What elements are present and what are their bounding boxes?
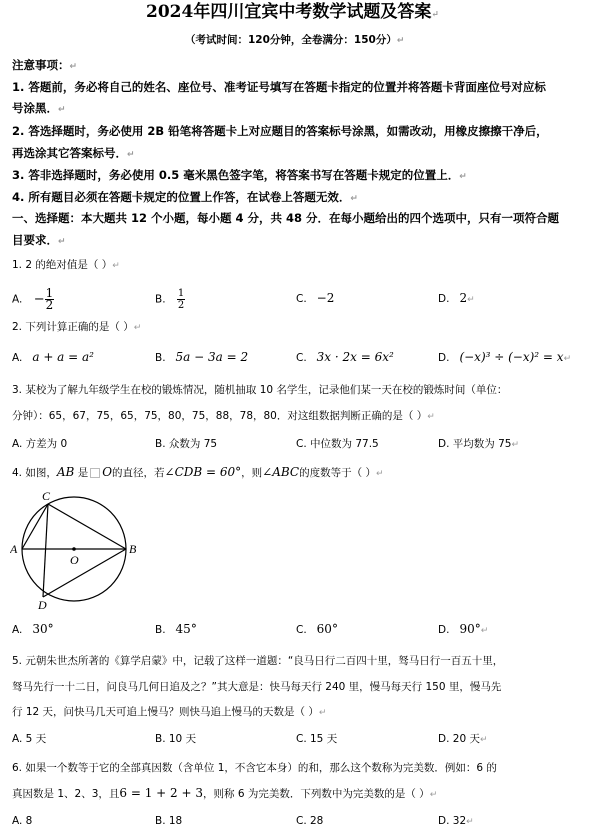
- question-5-option-d: D. 20 天↵: [438, 733, 488, 745]
- notice-header: 注意事项：↵: [12, 58, 78, 72]
- question-4-option-a: A. 30°: [12, 622, 54, 636]
- question-5-option-a: A. 5 天: [12, 733, 47, 745]
- segment-ac: [22, 504, 48, 549]
- question-1-option-c: C. −2: [296, 291, 335, 305]
- question-4-option-d: D. 90°↵: [438, 622, 489, 636]
- question-6-option-c: C. 28: [296, 815, 324, 827]
- question-2-option-d: D. (−x)³ ÷ (−x)² = x↵: [438, 350, 572, 364]
- question-2-option-b: B. 5a − 3a = 2: [155, 350, 249, 364]
- center-point-o: [72, 547, 76, 551]
- segment-db: [43, 549, 126, 597]
- notice-line: 号涂黑．↵: [12, 101, 66, 115]
- notice-line: 再选涂其它答案标号．↵: [12, 146, 135, 160]
- question-6-option-a: A. 8: [12, 815, 33, 827]
- question-5-option-c: C. 15 天: [296, 733, 338, 745]
- notice-line: 1. 答题前，务必将自己的姓名、座位号、准考证号填写在答题卡指定的位置并将答题卡背面座位号对应标: [12, 80, 546, 94]
- question-6-option-d: D. 32↵: [438, 815, 474, 827]
- question-2-option-c: C. 3x · 2x = 6x²: [296, 350, 394, 364]
- question-4-option-b: B. 45°: [155, 622, 197, 636]
- question-2-option-a: A. a + a = a²: [12, 350, 94, 364]
- question-3-option-a: A. 方差为 0: [12, 438, 68, 450]
- question-3-stem: 分钟）：65，67，75，65，75，80，75，88，78，80．对这组数据判断正确的是（ ）↵: [12, 410, 435, 422]
- page-title: 2024年四川宜宾中考数学试题及答案↵: [146, 2, 439, 22]
- question-6-stem: 真因数是 1、2、3，且6 = 1 + 2 + 3，则称 6 为完美数．下列数中为完美数的是（ ）↵: [12, 786, 438, 800]
- question-5-stem: 驽马先行一十二日，问良马几何日追及之？”其大意是：快马每天行 240 里，慢马每天行 150 里，慢马先: [12, 681, 502, 693]
- label-b: B: [129, 542, 137, 556]
- question-4-stem: 4. 如图，AB 是 O的直径，若∠CDB = 60°，则∠ABC的度数等于（ ）↵: [12, 465, 384, 479]
- question-3-option-c: C. 中位数为 77.5: [296, 438, 379, 450]
- label-d: D: [38, 598, 47, 610]
- question-5-stem: 5. 元朝朱世杰所著的《算学启蒙》中，记载了这样一道题：“良马日行二百四十里，驽马日行一百五十里，: [12, 655, 504, 667]
- notice-line: 3. 答非选择题时，务必使用 0.5 毫米黑色签字笔，将答案书写在答题卡规定的位置上．↵: [12, 168, 467, 182]
- question-1-stem: 1. 2 的绝对值是（ ）↵: [12, 259, 120, 271]
- question-3-option-b: B. 众数为 75: [155, 438, 218, 450]
- label-o: O: [70, 553, 79, 567]
- notice-line: 4. 所有题目必须在答题卡规定的位置上作答，在试卷上答题无效．↵: [12, 190, 358, 204]
- question-5-option-b: B. 10 天: [155, 733, 197, 745]
- segment-cd: [43, 504, 48, 597]
- question-6-stem: 6. 如果一个数等于它的全部真因数（含单位 1，不含它本身）的和，那么这个数称为完美数．例如：6 的: [12, 762, 497, 774]
- question-5-stem: 行 12 天，问快马几天可追上慢马？则快马追上慢马的天数是（ ）↵: [12, 706, 327, 718]
- question-3-option-d: D. 平均数为 75↵: [438, 438, 520, 450]
- notice-line: 2. 答选择题时，务必使用 2B 铅笔将答题卡上对应题目的答案标号涂黑，如需改动，用橡皮擦擦干净后，: [12, 124, 548, 138]
- question-4-option-c: C. 60°: [296, 622, 338, 636]
- segment-cb: [48, 504, 126, 549]
- question-3-stem: 3. 某校为了解九年级学生在校的锻炼情况，随机抽取 10 名学生，记录他们某一天在校的锻炼时间（单位：: [12, 384, 508, 396]
- circle-geometry-figure: [10, 490, 160, 610]
- question-1-option-a: A. − $\frac{1}{2}$: [12, 286, 54, 312]
- question-1-option-b: B. $\frac{1}{2}$: [155, 288, 185, 311]
- question-2-stem: 2. 下列计算正确的是（ ）↵: [12, 321, 142, 333]
- label-c: C: [42, 490, 51, 503]
- exam-info: （考试时间：120分钟，全卷满分：150分）↵: [185, 34, 405, 46]
- section-header: 目要求．↵: [12, 233, 66, 247]
- label-a: A: [10, 542, 18, 556]
- question-1-option-d: D. 2↵: [438, 291, 475, 305]
- section-header: 一、选择题：本大题共 12 个小题，每小题 4 分，共 48 分．在每小题给出的四个选项中，只有一项符合题: [12, 211, 560, 225]
- question-6-option-b: B. 18: [155, 815, 183, 827]
